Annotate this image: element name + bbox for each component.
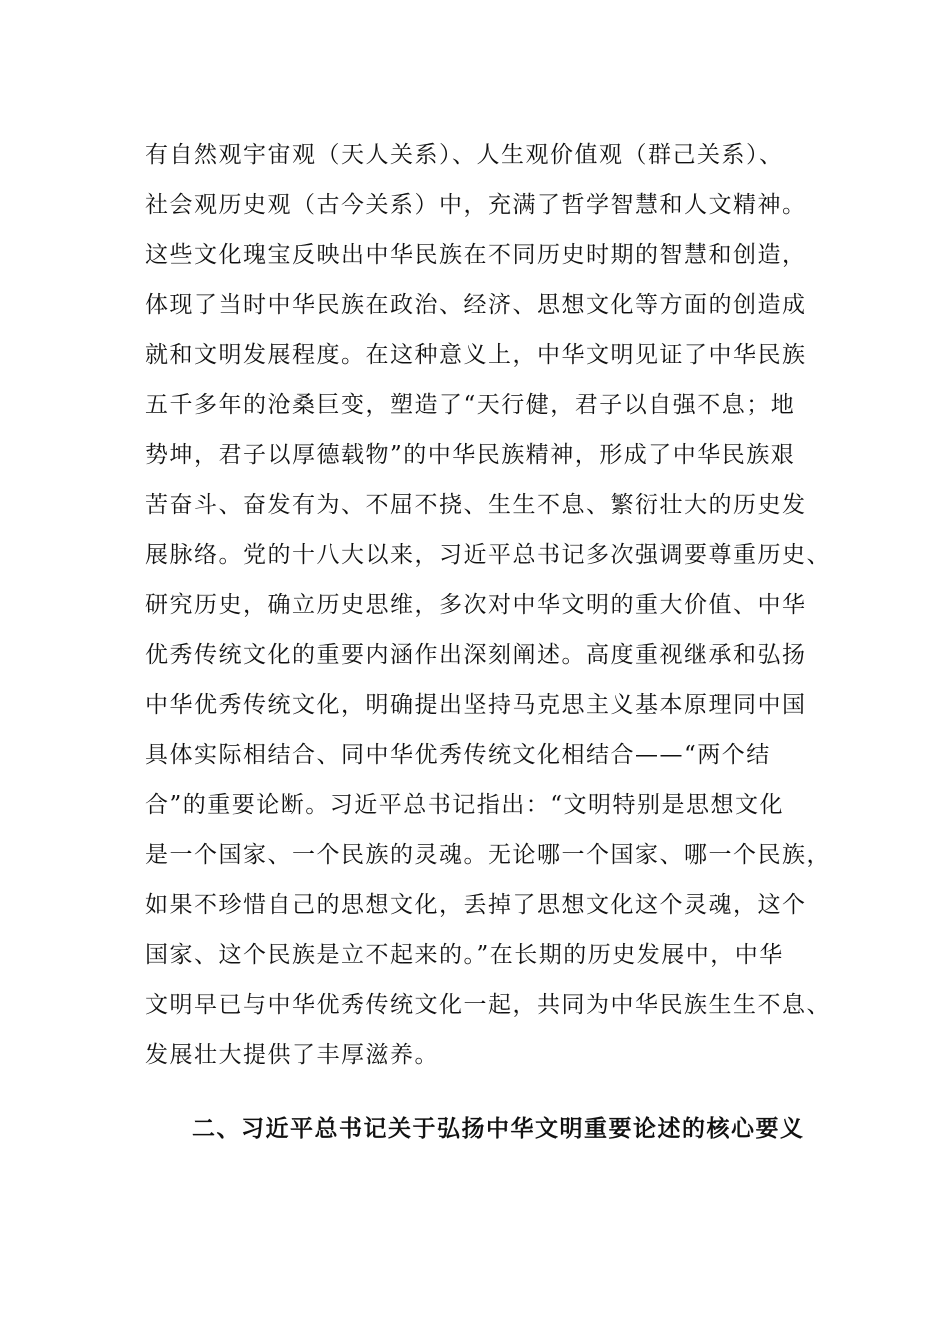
paragraph-line: 发展壮大提供了丰厚滋养。 bbox=[145, 1042, 439, 1068]
paragraph-line: 研究历史，确立历史思维，多次对中华文明的重大价值、中华 bbox=[145, 592, 807, 618]
section-heading: 二、习近平总书记关于弘扬中华文明重要论述的核心要义 bbox=[192, 1115, 805, 1142]
paragraph-line: 优秀传统文化的重要内涵作出深刻阐述。高度重视继承和弘扬 bbox=[145, 642, 807, 668]
paragraph-line: 国家、这个民族是立不起来的。”在长期的历史发展中，中华 bbox=[145, 942, 784, 968]
paragraph-line: 就和文明发展程度。在这种意义上，中华文明见证了中华民族 bbox=[145, 342, 807, 368]
body-paragraph bbox=[145, 130, 845, 1080]
paragraph-line: 社会观历史观（古今关系）中，充满了哲学智慧和人文精神。 bbox=[145, 192, 807, 218]
paragraph-line: 苦奋斗、奋发有为、不屈不挠、生生不息、繁衍壮大的历史发 bbox=[145, 492, 807, 518]
paragraph-line: 展脉络。党的十八大以来，习近平总书记多次强调要尊重历史、 bbox=[145, 542, 831, 568]
paragraph-line: 中华优秀传统文化，明确提出坚持马克思主义基本原理同中国 bbox=[145, 692, 807, 718]
paragraph-line: 有自然观宇宙观（天人关系）、人生观价值观（群己关系）、 bbox=[145, 142, 784, 168]
paragraph-line: 合”的重要论断。习近平总书记指出：“文明特别是思想文化 bbox=[145, 792, 785, 818]
paragraph-line: 这些文化瑰宝反映出中华民族在不同历史时期的智慧和创造， bbox=[145, 242, 807, 268]
paragraph-line: 文明早已与中华优秀传统文化一起，共同为中华民族生生不息、 bbox=[145, 992, 831, 1018]
paragraph-line: 如果不珍惜自己的思想文化，丢掉了思想文化这个灵魂，这个 bbox=[145, 892, 807, 918]
paragraph-line: 势坤，君子以厚德载物”的中华民族精神，形成了中华民族艰 bbox=[145, 442, 796, 468]
paragraph-line: 具体实际相结合、同中华优秀传统文化相结合——“两个结 bbox=[145, 742, 771, 768]
paragraph-line: 体现了当时中华民族在政治、经济、思想文化等方面的创造成 bbox=[145, 292, 807, 318]
paragraph-line: 五千多年的沧桑巨变，塑造了“天行健，君子以自强不息；地 bbox=[145, 392, 796, 418]
paragraph-line: 是一个国家、一个民族的灵魂。无论哪一个国家、哪一个民族， bbox=[145, 842, 831, 868]
